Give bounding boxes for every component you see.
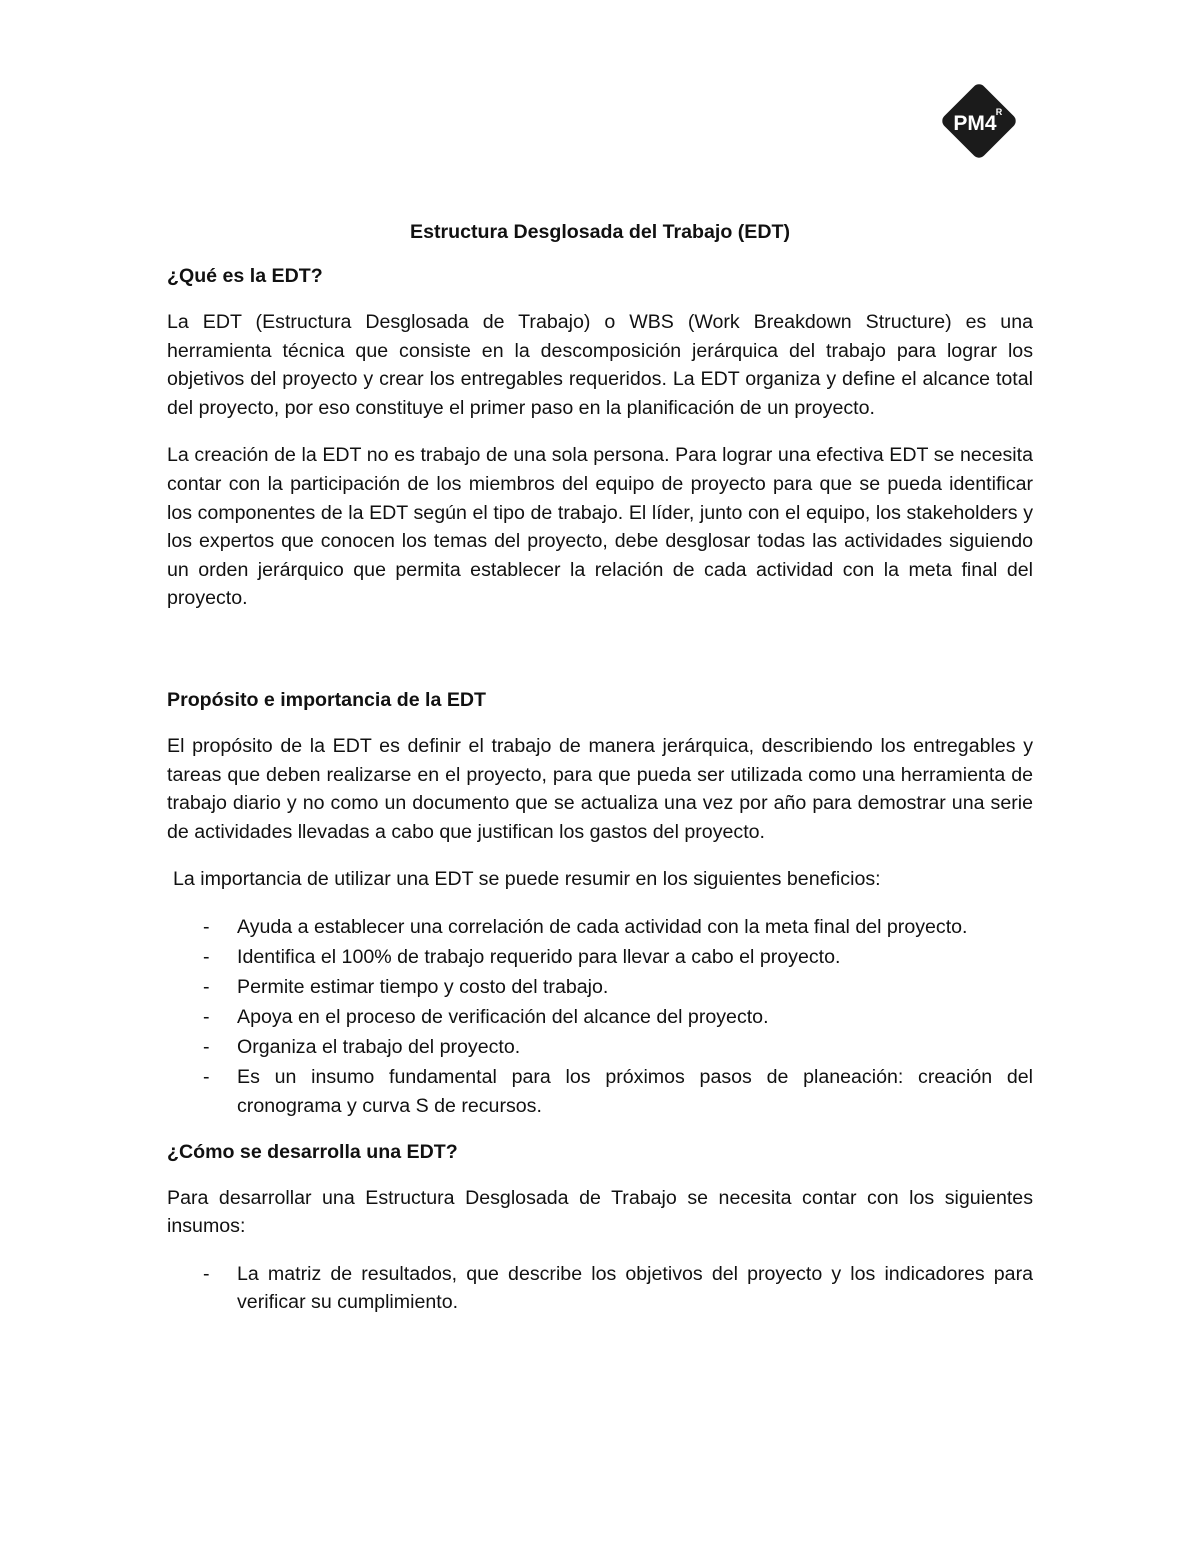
list-item bbox=[167, 973, 1033, 1002]
paragraph-benefits-intro: La importancia de utilizar una EDT se puede resumir en los siguientes beneficios: bbox=[173, 868, 881, 891]
list-item-text: La matriz de resultados, que describe los objetivos del proyecto y los indicadores para verificar su cumplimiento. bbox=[237, 1262, 1033, 1314]
paragraph-inputs-intro: Para desarrollar una Estructura Desglosada de Trabajo se necesita contar con los siguientes insumos: bbox=[167, 1186, 1033, 1238]
bullet-dash: - bbox=[203, 1066, 210, 1089]
list-item bbox=[167, 943, 1033, 972]
inputs-list bbox=[167, 1260, 1033, 1317]
paragraph-definition: La EDT (Estructura Desglosada de Trabajo) o WBS (Work Breakdown Structure) es una herramienta técnica que consiste en la descomposición jerárquica del trabajo para lograr los objetivos del proyecto y crear los entregables requeridos. La EDT organiza y define el alcance total del proyecto, por eso constituye el primer paso en la planificación de un proyecto. bbox=[167, 311, 1033, 419]
document-body bbox=[167, 220, 1033, 1336]
list-item-text: Permite estimar tiempo y costo del trabajo. bbox=[237, 976, 609, 999]
paragraph-creation: La creación de la EDT no es trabajo de una sola persona. Para lograr una efectiva EDT se necesita contar con la participación de los miembros del equipo de proyecto para que se pueda identificar los componentes de la EDT según el tipo de trabajo. El líder, junto con el equipo, los stakeholders y los expertos que conocen los temas del proyecto, debe desglosar todas las actividades siguiendo un orden jerárquico que permita establecer la relación de cada actividad con la meta final del proyecto. bbox=[167, 444, 1033, 610]
bullet-dash: - bbox=[203, 946, 210, 968]
logo-text: PM4 bbox=[953, 112, 997, 135]
benefits-list bbox=[167, 913, 1033, 1121]
list-item-text: Identifica el 100% de trabajo requerido para llevar a cabo el proyecto. bbox=[237, 946, 841, 968]
list-item-text: Organiza el trabajo del proyecto. bbox=[237, 1036, 521, 1059]
section-heading-how-to: ¿Cómo se desarrolla una EDT? bbox=[167, 1140, 458, 1163]
blank-line bbox=[167, 632, 1033, 688]
list-item bbox=[167, 913, 1033, 942]
logo-superscript: R bbox=[995, 107, 1003, 117]
bullet-dash: - bbox=[203, 1006, 210, 1029]
list-item bbox=[167, 1063, 1033, 1120]
list-item bbox=[167, 1033, 1033, 1062]
pm4r-logo-mark bbox=[934, 76, 1024, 166]
bullet-dash: - bbox=[203, 915, 210, 938]
list-item bbox=[167, 1260, 1033, 1317]
list-item-text: Es un insumo fundamental para los próximos pasos de planeación: creación del cronograma y curva S de recursos. bbox=[237, 1066, 1033, 1117]
pm4r-logo bbox=[934, 76, 1024, 166]
list-item bbox=[167, 1003, 1033, 1032]
document-title: Estructura Desglosada del Trabajo (EDT) bbox=[410, 221, 790, 243]
section-heading-what-is: ¿Qué es la EDT? bbox=[167, 265, 323, 287]
bullet-dash: - bbox=[203, 976, 210, 999]
list-item-text: Ayuda a establecer una correlación de cada actividad con la meta final del proyecto. bbox=[237, 915, 968, 938]
list-item-text: Apoya en el proceso de verificación del alcance del proyecto. bbox=[237, 1006, 769, 1029]
section-heading-purpose: Propósito e importancia de la EDT bbox=[167, 688, 487, 711]
paragraph-purpose: El propósito de la EDT es definir el trabajo de manera jerárquica, describiendo los entregables y tareas que deben realizarse en el proyecto, para que pueda ser utilizada como una herramienta de trabajo diario y no como un documento que se actualiza una vez por año para demostrar una serie de actividades llevadas a cabo que justifican los gastos del proyecto. bbox=[167, 734, 1033, 843]
bullet-dash: - bbox=[203, 1262, 210, 1285]
bullet-dash: - bbox=[203, 1036, 210, 1059]
